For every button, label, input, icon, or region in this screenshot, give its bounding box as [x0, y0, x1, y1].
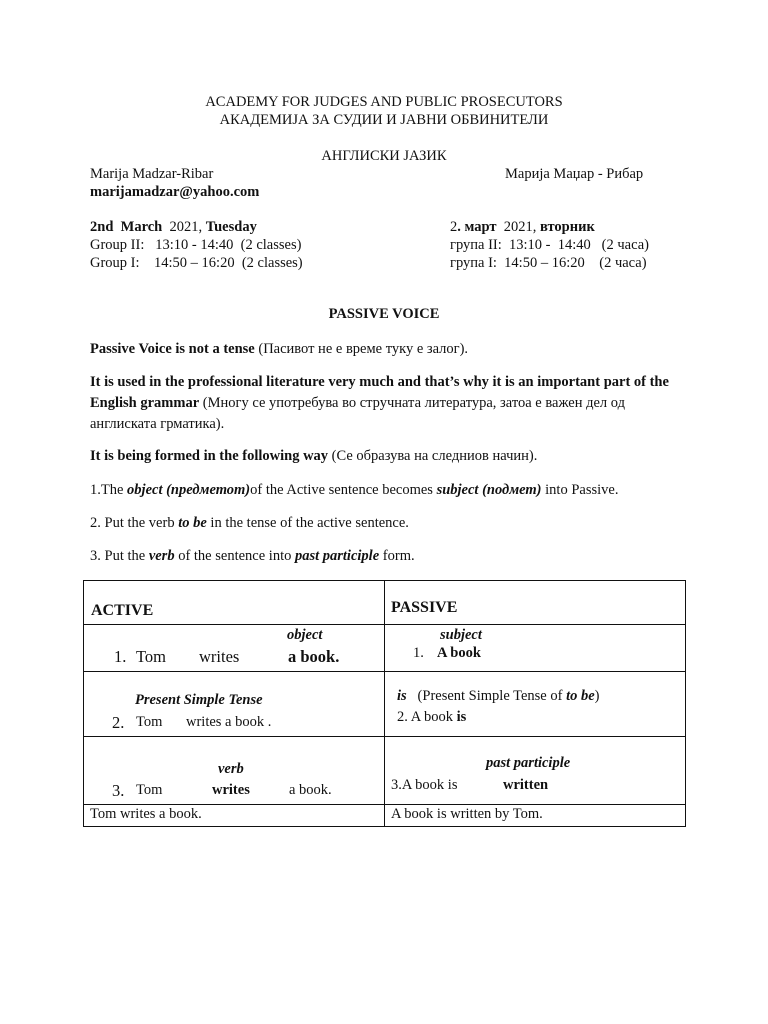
table-row-2: [84, 672, 686, 737]
row1-a-book: a book.: [288, 647, 340, 666]
header-cell-active: [84, 581, 385, 625]
row3-writes: writes: [212, 782, 250, 798]
paragraph-importance: It is used in the professional literature very much and that’s why it is an important part of the English grammar (Многу се употребува во стручната литература, затоа е важен дел од англиската грматика).: [90, 374, 669, 432]
table-header-row: [84, 581, 686, 625]
lesson-title: PASSIVE VOICE: [328, 306, 440, 322]
row3-active-cell: [84, 737, 385, 805]
teacher-email: marijamadzar@yahoo.com: [90, 184, 260, 200]
group-i-en: Group I: 14:50 – 16:20 (2 classes): [90, 255, 303, 271]
row1-tom: Tom: [136, 647, 167, 666]
present-simple-label: Present Simple Tense: [135, 692, 263, 708]
row2-active-cell: [84, 672, 385, 737]
group-i-mk: група I: 14:50 – 16:20 (2 часа): [450, 255, 647, 271]
row3-passive-cell: [385, 737, 686, 805]
paragraph-not-a-tense: Passive Voice is not a tense (Пасивот не е време туку е залог).: [90, 341, 469, 357]
row4-passive-sentence: A book is written by Tom.: [391, 806, 543, 822]
group-ii-en: Group II: 13:10 - 14:40 (2 classes): [90, 237, 302, 253]
row4-passive-cell: [385, 805, 686, 827]
row4-active-sentence: Tom writes a book.: [90, 806, 202, 822]
row4-active-cell: [84, 805, 385, 827]
row2-number: 2.: [112, 713, 125, 732]
past-participle-label: past participle: [486, 755, 571, 771]
subject-label: subject: [440, 627, 482, 643]
rule-3: 3. Put the verb of the sentence into past participle form.: [90, 548, 415, 564]
verb-label: verb: [218, 761, 244, 777]
paragraph-formation: It is being formed in the following way (Се образува на следниов начин).: [90, 448, 538, 464]
rule-2: 2. Put the verb to be in the tense of the active sentence.: [90, 515, 409, 531]
row1-passive-cell: [385, 625, 686, 672]
row3-number: 3.: [112, 781, 125, 800]
table-row-4: [84, 805, 686, 827]
row2-rest: writes a book .: [186, 714, 272, 730]
teacher-name-en: Marija Madzar-Ribar: [90, 166, 214, 182]
header-active: ACTIVE: [91, 602, 154, 619]
row2-passive-cell: [385, 672, 686, 737]
object-label: object: [287, 627, 323, 643]
row2-passive-line: 2. A book is: [397, 709, 467, 725]
header-passive: PASSIVE: [391, 599, 458, 616]
group-ii-mk: група II: 13:10 - 14:40 (2 часа): [450, 237, 649, 253]
row1-active-cell: [84, 625, 385, 672]
row3-passive-written: written: [503, 777, 549, 793]
row2-tom: Tom: [136, 714, 163, 730]
active-passive-table: [83, 580, 686, 827]
row1-passive-a-book: A book: [437, 645, 481, 661]
row1-number: 1.: [114, 647, 127, 666]
row1-writes: writes: [199, 647, 240, 666]
row1-passive-number: 1.: [413, 645, 424, 661]
course-title: АНГЛИСКИ ЈАЗИК: [321, 148, 447, 164]
academy-title-en: ACADEMY FOR JUDGES AND PUBLIC PROSECUTORS: [205, 94, 563, 110]
row3-tom: Tom: [136, 782, 163, 798]
date-mk: 2. март 2021, вторник: [450, 219, 595, 235]
table-row-3: [84, 737, 686, 805]
row3-a-book: a book.: [289, 782, 332, 798]
teacher-name-mk: Марија Маџар - Рибар: [505, 166, 644, 182]
rule-1: 1.The object (предметот)of the Active sentence becomes subject (подмет) into Passive.: [90, 482, 619, 498]
row2-passive-explanation: is (Present Simple Tense of to be): [397, 688, 600, 704]
date-en: 2nd March 2021, Tuesday: [90, 219, 257, 235]
academy-title-mk: АКАДЕМИЈА ЗА СУДИИ И ЈАВНИ ОБВИНИТЕЛИ: [219, 112, 549, 128]
table-row-1: [84, 625, 686, 672]
header-cell-passive: [385, 581, 686, 625]
row3-passive-a-book-is: 3.A book is: [391, 777, 458, 793]
